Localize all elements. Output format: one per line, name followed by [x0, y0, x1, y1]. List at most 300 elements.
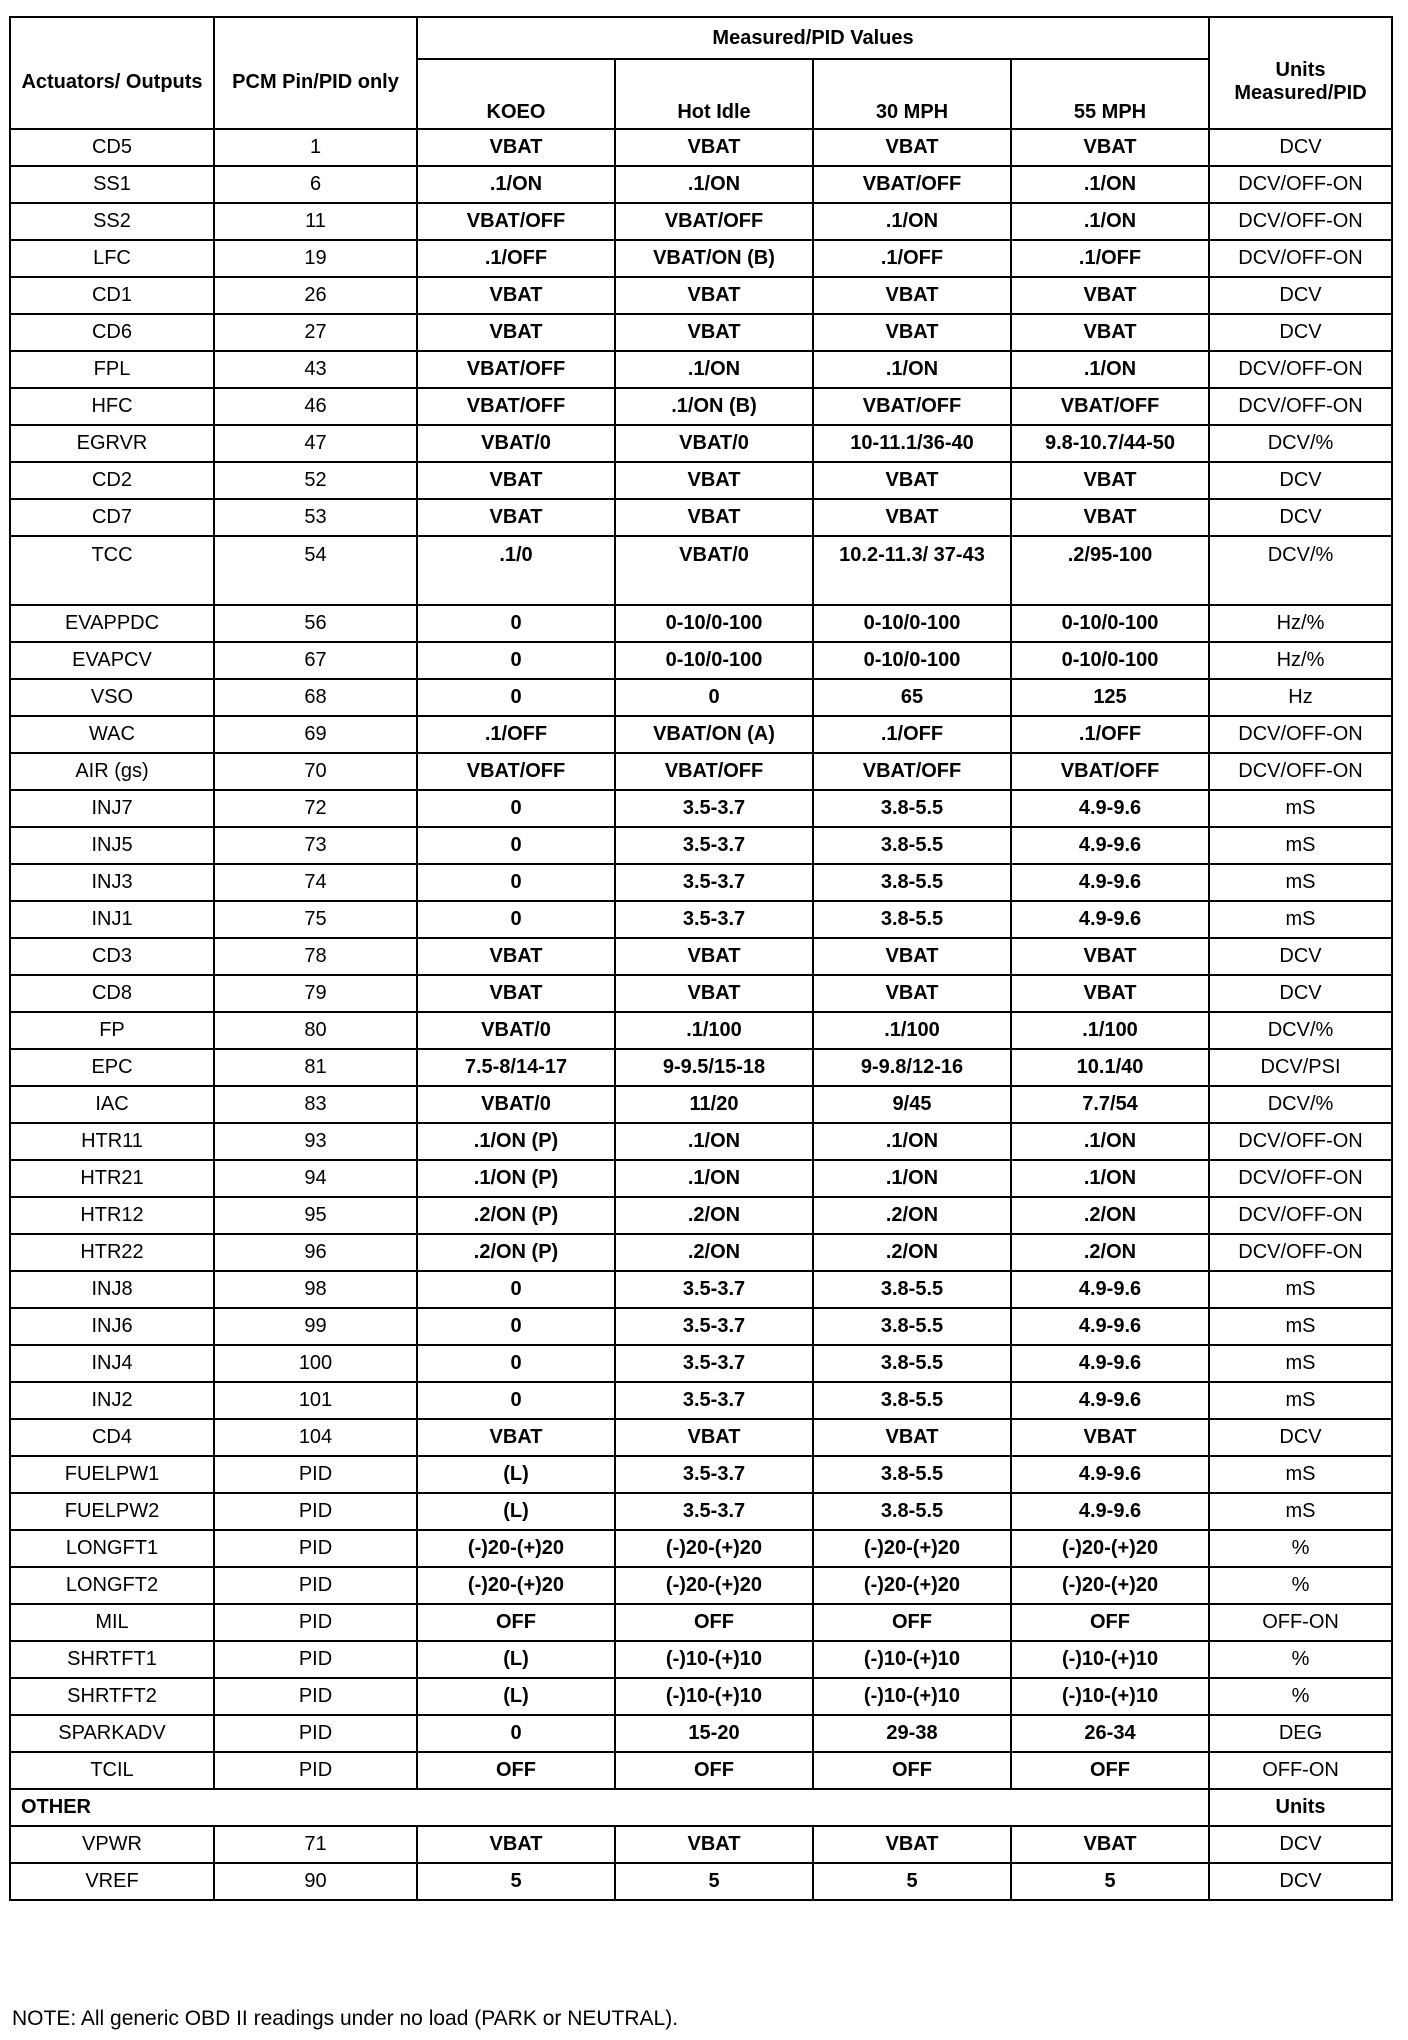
other-label: OTHER — [10, 1789, 214, 1826]
table-row — [10, 1345, 1392, 1382]
hot-idle-cell: VBAT — [615, 975, 813, 1012]
table-row — [10, 1012, 1392, 1049]
pin-cell: PID — [214, 1567, 417, 1604]
table-row — [10, 240, 1392, 277]
koeo-cell: 0 — [417, 901, 615, 938]
pin-cell: 98 — [214, 1271, 417, 1308]
mph30-cell: 3.8-5.5 — [813, 1493, 1011, 1530]
koeo-cell: (L) — [417, 1641, 615, 1678]
koeo-cell: 0 — [417, 1382, 615, 1419]
pin-cell: PID — [214, 1715, 417, 1752]
mph55-cell: VBAT/OFF — [1011, 753, 1209, 790]
koeo-cell: VBAT/0 — [417, 425, 615, 462]
koeo-cell: .2/ON (P) — [417, 1234, 615, 1271]
table-row — [10, 1419, 1392, 1456]
mph55-cell: .1/ON — [1011, 351, 1209, 388]
hot-idle-cell: VBAT — [615, 129, 813, 166]
table-row — [10, 1197, 1392, 1234]
mph30-cell: VBAT — [813, 938, 1011, 975]
actuator-cell: FUELPW2 — [10, 1493, 214, 1530]
actuator-cell: INJ1 — [10, 901, 214, 938]
table-row — [10, 1456, 1392, 1493]
table-row — [10, 1715, 1392, 1752]
other-units-label: Units — [1209, 1789, 1392, 1826]
hot-idle-cell: 3.5-3.7 — [615, 901, 813, 938]
actuator-cell: VSO — [10, 679, 214, 716]
mph30-cell: VBAT/OFF — [813, 388, 1011, 425]
actuator-cell: SPARKADV — [10, 1715, 214, 1752]
koeo-cell: VBAT/OFF — [417, 203, 615, 240]
actuator-cell: CD5 — [10, 129, 214, 166]
actuator-cell: HTR22 — [10, 1234, 214, 1271]
hot-idle-cell: OFF — [615, 1604, 813, 1641]
table-row — [10, 536, 1392, 605]
actuator-cell: INJ8 — [10, 1271, 214, 1308]
pin-cell: 95 — [214, 1197, 417, 1234]
table-row — [10, 901, 1392, 938]
pin-cell: 81 — [214, 1049, 417, 1086]
pin-cell: 83 — [214, 1086, 417, 1123]
units-cell: DCV/OFF-ON — [1209, 1123, 1392, 1160]
mph55-cell: 0-10/0-100 — [1011, 642, 1209, 679]
koeo-cell: (L) — [417, 1493, 615, 1530]
pin-cell: 54 — [214, 536, 417, 605]
hot-idle-cell: VBAT — [615, 314, 813, 351]
actuator-cell: TCC — [10, 536, 214, 605]
pin-cell: 93 — [214, 1123, 417, 1160]
actuator-cell: EVAPCV — [10, 642, 214, 679]
mph30-cell: .2/ON — [813, 1197, 1011, 1234]
actuator-cell: INJ7 — [10, 790, 214, 827]
pcm-actuator-table — [9, 16, 1393, 1901]
pin-cell: 1 — [214, 129, 417, 166]
hot-idle-cell: VBAT — [615, 499, 813, 536]
hot-idle-cell: .1/ON — [615, 166, 813, 203]
hot-idle-cell: VBAT — [615, 938, 813, 975]
koeo-cell: VBAT — [417, 462, 615, 499]
mph55-cell: VBAT — [1011, 314, 1209, 351]
koeo-cell: (-)20-(+)20 — [417, 1567, 615, 1604]
units-cell: % — [1209, 1641, 1392, 1678]
mph55-cell: .2/ON — [1011, 1197, 1209, 1234]
mph30-cell: 9/45 — [813, 1086, 1011, 1123]
actuator-cell: INJ5 — [10, 827, 214, 864]
mph30-cell: 3.8-5.5 — [813, 1382, 1011, 1419]
mph30-cell: OFF — [813, 1604, 1011, 1641]
mph30-cell: 3.8-5.5 — [813, 1271, 1011, 1308]
units-cell: Hz — [1209, 679, 1392, 716]
koeo-cell: .1/ON (P) — [417, 1160, 615, 1197]
actuator-cell: TCIL — [10, 1752, 214, 1789]
mph55-cell: .1/ON — [1011, 203, 1209, 240]
table-row — [10, 425, 1392, 462]
pin-cell: 73 — [214, 827, 417, 864]
units-cell: DCV/OFF-ON — [1209, 166, 1392, 203]
units-cell: DCV — [1209, 975, 1392, 1012]
hot-idle-cell: 9-9.5/15-18 — [615, 1049, 813, 1086]
units-cell: % — [1209, 1530, 1392, 1567]
mph55-cell: 4.9-9.6 — [1011, 1382, 1209, 1419]
units-cell: DCV/% — [1209, 1012, 1392, 1049]
units-cell: DCV — [1209, 1826, 1392, 1863]
header-pcm-pin: PCM Pin/PID only — [214, 17, 417, 129]
hot-idle-cell: 15-20 — [615, 1715, 813, 1752]
header-koeo: KOEO — [417, 59, 615, 129]
koeo-cell: VBAT — [417, 129, 615, 166]
hot-idle-cell: .1/100 — [615, 1012, 813, 1049]
table-row — [10, 1641, 1392, 1678]
hot-idle-cell: 3.5-3.7 — [615, 1271, 813, 1308]
pin-cell: 74 — [214, 864, 417, 901]
units-cell: DCV/% — [1209, 1086, 1392, 1123]
units-cell: DCV — [1209, 938, 1392, 975]
pin-cell: 80 — [214, 1012, 417, 1049]
hot-idle-cell: .1/ON — [615, 1123, 813, 1160]
koeo-cell: VBAT/0 — [417, 1086, 615, 1123]
pin-cell: PID — [214, 1456, 417, 1493]
actuator-cell: LONGFT2 — [10, 1567, 214, 1604]
hot-idle-cell: 11/20 — [615, 1086, 813, 1123]
actuator-cell: WAC — [10, 716, 214, 753]
mph55-cell: 4.9-9.6 — [1011, 1271, 1209, 1308]
koeo-cell: 0 — [417, 1345, 615, 1382]
units-cell: DCV — [1209, 462, 1392, 499]
koeo-cell: VBAT — [417, 938, 615, 975]
table-row — [10, 351, 1392, 388]
pin-cell: PID — [214, 1752, 417, 1789]
koeo-cell: .1/0 — [417, 536, 615, 605]
units-cell: DCV/OFF-ON — [1209, 716, 1392, 753]
mph55-cell: 4.9-9.6 — [1011, 901, 1209, 938]
units-cell: DCV — [1209, 277, 1392, 314]
koeo-cell: .1/OFF — [417, 240, 615, 277]
table-row — [10, 605, 1392, 642]
table-row — [10, 1530, 1392, 1567]
koeo-cell: OFF — [417, 1752, 615, 1789]
actuator-cell: SHRTFT2 — [10, 1678, 214, 1715]
mph55-cell: OFF — [1011, 1604, 1209, 1641]
actuator-cell: CD7 — [10, 499, 214, 536]
pin-cell: 104 — [214, 1419, 417, 1456]
table-row — [10, 938, 1392, 975]
other-section-header — [10, 1789, 1392, 1826]
pin-cell: PID — [214, 1641, 417, 1678]
table-row — [10, 1826, 1392, 1863]
mph30-cell: 65 — [813, 679, 1011, 716]
pin-cell: 90 — [214, 1863, 417, 1900]
table-row — [10, 166, 1392, 203]
koeo-cell: (-)20-(+)20 — [417, 1530, 615, 1567]
mph55-cell: 10.1/40 — [1011, 1049, 1209, 1086]
header-hot-idle: Hot Idle — [615, 59, 813, 129]
actuator-cell: HTR12 — [10, 1197, 214, 1234]
mph30-cell: 0-10/0-100 — [813, 642, 1011, 679]
table-row — [10, 1567, 1392, 1604]
units-cell: DCV/% — [1209, 425, 1392, 462]
table-row — [10, 1604, 1392, 1641]
table-row — [10, 827, 1392, 864]
koeo-cell: (L) — [417, 1456, 615, 1493]
actuator-cell: VREF — [10, 1863, 214, 1900]
hot-idle-cell: (-)10-(+)10 — [615, 1678, 813, 1715]
actuator-cell: HFC — [10, 388, 214, 425]
units-cell: DCV/OFF-ON — [1209, 240, 1392, 277]
table-row — [10, 1049, 1392, 1086]
other-blank — [214, 1789, 1209, 1826]
koeo-cell: VBAT — [417, 277, 615, 314]
mph55-cell: .1/ON — [1011, 1123, 1209, 1160]
mph55-cell: VBAT — [1011, 462, 1209, 499]
mph30-cell: 5 — [813, 1863, 1011, 1900]
mph55-cell: VBAT/OFF — [1011, 388, 1209, 425]
actuator-cell: LFC — [10, 240, 214, 277]
mph30-cell: VBAT — [813, 314, 1011, 351]
table-row — [10, 203, 1392, 240]
table-row — [10, 462, 1392, 499]
mph30-cell: VBAT — [813, 499, 1011, 536]
actuator-cell: INJ4 — [10, 1345, 214, 1382]
mph30-cell: 3.8-5.5 — [813, 1308, 1011, 1345]
mph30-cell: .2/ON — [813, 1234, 1011, 1271]
pin-cell: PID — [214, 1604, 417, 1641]
koeo-cell: (L) — [417, 1678, 615, 1715]
pin-cell: 101 — [214, 1382, 417, 1419]
mph30-cell: 29-38 — [813, 1715, 1011, 1752]
table-row — [10, 499, 1392, 536]
mph30-cell: VBAT — [813, 462, 1011, 499]
hot-idle-cell: 3.5-3.7 — [615, 1345, 813, 1382]
table-row — [10, 1493, 1392, 1530]
mph30-cell: VBAT — [813, 1419, 1011, 1456]
mph30-cell: VBAT — [813, 129, 1011, 166]
mph55-cell: VBAT — [1011, 938, 1209, 975]
table-row — [10, 1308, 1392, 1345]
units-cell: DCV/OFF-ON — [1209, 753, 1392, 790]
actuator-cell: HTR11 — [10, 1123, 214, 1160]
pin-cell: 52 — [214, 462, 417, 499]
table-row — [10, 1086, 1392, 1123]
mph55-cell: OFF — [1011, 1752, 1209, 1789]
mph30-cell: 3.8-5.5 — [813, 864, 1011, 901]
units-cell: DCV — [1209, 499, 1392, 536]
table-row — [10, 1160, 1392, 1197]
mph30-cell: (-)20-(+)20 — [813, 1530, 1011, 1567]
koeo-cell: 0 — [417, 790, 615, 827]
units-cell: DCV — [1209, 1419, 1392, 1456]
table-row — [10, 790, 1392, 827]
koeo-cell: OFF — [417, 1604, 615, 1641]
hot-idle-cell: VBAT — [615, 1826, 813, 1863]
pin-cell: 46 — [214, 388, 417, 425]
hot-idle-cell: (-)20-(+)20 — [615, 1530, 813, 1567]
mph30-cell: 3.8-5.5 — [813, 901, 1011, 938]
hot-idle-cell: 0 — [615, 679, 813, 716]
units-cell: mS — [1209, 1308, 1392, 1345]
hot-idle-cell: 3.5-3.7 — [615, 827, 813, 864]
actuator-cell: INJ6 — [10, 1308, 214, 1345]
pin-cell: 11 — [214, 203, 417, 240]
actuator-cell: INJ2 — [10, 1382, 214, 1419]
hot-idle-cell: VBAT/0 — [615, 536, 813, 605]
pid-values-sheet — [9, 16, 1391, 1901]
mph30-cell: (-)10-(+)10 — [813, 1678, 1011, 1715]
mph55-cell: .1/OFF — [1011, 240, 1209, 277]
koeo-cell: VBAT/OFF — [417, 351, 615, 388]
hot-idle-cell: VBAT — [615, 462, 813, 499]
table-row — [10, 1123, 1392, 1160]
units-cell: mS — [1209, 1382, 1392, 1419]
hot-idle-cell: 3.5-3.7 — [615, 790, 813, 827]
mph55-cell: 0-10/0-100 — [1011, 605, 1209, 642]
koeo-cell: VBAT — [417, 314, 615, 351]
hot-idle-cell: VBAT/0 — [615, 425, 813, 462]
units-cell: DCV/OFF-ON — [1209, 351, 1392, 388]
actuator-cell: FPL — [10, 351, 214, 388]
mph55-cell: 5 — [1011, 1863, 1209, 1900]
units-cell: DCV/OFF-ON — [1209, 1197, 1392, 1234]
header-measured-group: Measured/PID Values — [417, 17, 1209, 59]
pin-cell: 70 — [214, 753, 417, 790]
mph55-cell: .2/ON — [1011, 1234, 1209, 1271]
header-actuators: Actuators/ Outputs — [10, 17, 214, 129]
koeo-cell: VBAT — [417, 1419, 615, 1456]
mph55-cell: (-)20-(+)20 — [1011, 1567, 1209, 1604]
mph30-cell: VBAT/OFF — [813, 753, 1011, 790]
units-cell: DCV/PSI — [1209, 1049, 1392, 1086]
koeo-cell: .2/ON (P) — [417, 1197, 615, 1234]
hot-idle-cell: .1/ON — [615, 351, 813, 388]
mph30-cell: 10-11.1/36-40 — [813, 425, 1011, 462]
actuator-cell: INJ3 — [10, 864, 214, 901]
koeo-cell: 0 — [417, 1308, 615, 1345]
actuator-cell: MIL — [10, 1604, 214, 1641]
mph55-cell: 4.9-9.6 — [1011, 827, 1209, 864]
mph55-cell: (-)10-(+)10 — [1011, 1641, 1209, 1678]
mph30-cell: (-)20-(+)20 — [813, 1567, 1011, 1604]
mph55-cell: VBAT — [1011, 975, 1209, 1012]
hot-idle-cell: .2/ON — [615, 1197, 813, 1234]
units-cell: DCV/OFF-ON — [1209, 1160, 1392, 1197]
pin-cell: 27 — [214, 314, 417, 351]
actuator-cell: AIR (gs) — [10, 753, 214, 790]
mph55-cell: 4.9-9.6 — [1011, 1308, 1209, 1345]
mph30-cell: 0-10/0-100 — [813, 605, 1011, 642]
pin-cell: 75 — [214, 901, 417, 938]
table-row — [10, 1234, 1392, 1271]
mph55-cell: 7.7/54 — [1011, 1086, 1209, 1123]
koeo-cell: 0 — [417, 1271, 615, 1308]
table-row — [10, 1382, 1392, 1419]
hot-idle-cell: OFF — [615, 1752, 813, 1789]
mph55-cell: (-)10-(+)10 — [1011, 1678, 1209, 1715]
actuator-cell: EGRVR — [10, 425, 214, 462]
actuator-cell: EVAPPDC — [10, 605, 214, 642]
units-cell: mS — [1209, 1493, 1392, 1530]
hot-idle-cell: 3.5-3.7 — [615, 1308, 813, 1345]
koeo-cell: 0 — [417, 605, 615, 642]
table-row — [10, 277, 1392, 314]
table-row — [10, 1678, 1392, 1715]
mph55-cell: 9.8-10.7/44-50 — [1011, 425, 1209, 462]
koeo-cell: 7.5-8/14-17 — [417, 1049, 615, 1086]
mph30-cell: .1/OFF — [813, 716, 1011, 753]
table-row — [10, 314, 1392, 351]
units-cell: DCV — [1209, 314, 1392, 351]
units-cell: Hz/% — [1209, 605, 1392, 642]
mph55-cell: VBAT — [1011, 277, 1209, 314]
mph30-cell: OFF — [813, 1752, 1011, 1789]
mph55-cell: 4.9-9.6 — [1011, 864, 1209, 901]
actuator-cell: CD3 — [10, 938, 214, 975]
table-body — [10, 129, 1392, 1900]
koeo-cell: 0 — [417, 1715, 615, 1752]
units-cell: mS — [1209, 1345, 1392, 1382]
pin-cell: 78 — [214, 938, 417, 975]
units-cell: DEG — [1209, 1715, 1392, 1752]
hot-idle-cell: VBAT/ON (B) — [615, 240, 813, 277]
pin-cell: 19 — [214, 240, 417, 277]
actuator-cell: IAC — [10, 1086, 214, 1123]
mph30-cell: 3.8-5.5 — [813, 1456, 1011, 1493]
units-cell: mS — [1209, 901, 1392, 938]
pin-cell: 26 — [214, 277, 417, 314]
mph30-cell: 3.8-5.5 — [813, 1345, 1011, 1382]
mph30-cell: VBAT — [813, 1826, 1011, 1863]
mph30-cell: .1/ON — [813, 1123, 1011, 1160]
units-cell: DCV/% — [1209, 536, 1392, 605]
table-row — [10, 1863, 1392, 1900]
pin-cell: 69 — [214, 716, 417, 753]
mph55-cell: 4.9-9.6 — [1011, 790, 1209, 827]
koeo-cell: VBAT — [417, 975, 615, 1012]
pin-cell: 96 — [214, 1234, 417, 1271]
hot-idle-cell: .1/ON — [615, 1160, 813, 1197]
hot-idle-cell: 3.5-3.7 — [615, 1456, 813, 1493]
pin-cell: 47 — [214, 425, 417, 462]
koeo-cell: VBAT/OFF — [417, 388, 615, 425]
actuator-cell: LONGFT1 — [10, 1530, 214, 1567]
actuator-cell: CD8 — [10, 975, 214, 1012]
mph55-cell: 4.9-9.6 — [1011, 1456, 1209, 1493]
mph55-cell: 26-34 — [1011, 1715, 1209, 1752]
actuator-cell: SHRTFT1 — [10, 1641, 214, 1678]
mph30-cell: 10.2-11.3/ 37-43 — [813, 536, 1011, 605]
units-cell: DCV — [1209, 1863, 1392, 1900]
hot-idle-cell: VBAT/OFF — [615, 203, 813, 240]
mph30-cell: .1/ON — [813, 351, 1011, 388]
hot-idle-cell: VBAT — [615, 277, 813, 314]
units-cell: DCV/OFF-ON — [1209, 1234, 1392, 1271]
mph55-cell: VBAT — [1011, 129, 1209, 166]
actuator-cell: CD1 — [10, 277, 214, 314]
mph55-cell: VBAT — [1011, 1826, 1209, 1863]
units-cell: DCV — [1209, 129, 1392, 166]
koeo-cell: .1/ON — [417, 166, 615, 203]
units-cell: % — [1209, 1678, 1392, 1715]
pin-cell: 99 — [214, 1308, 417, 1345]
hot-idle-cell: VBAT/OFF — [615, 753, 813, 790]
actuator-cell: VPWR — [10, 1826, 214, 1863]
header-55-mph: 55 MPH — [1011, 59, 1209, 129]
mph30-cell: (-)10-(+)10 — [813, 1641, 1011, 1678]
mph30-cell: .1/100 — [813, 1012, 1011, 1049]
actuator-cell: SS1 — [10, 166, 214, 203]
mph30-cell: 3.8-5.5 — [813, 790, 1011, 827]
pin-cell: 68 — [214, 679, 417, 716]
mph55-cell: .1/ON — [1011, 166, 1209, 203]
koeo-cell: .1/OFF — [417, 716, 615, 753]
hot-idle-cell: 5 — [615, 1863, 813, 1900]
